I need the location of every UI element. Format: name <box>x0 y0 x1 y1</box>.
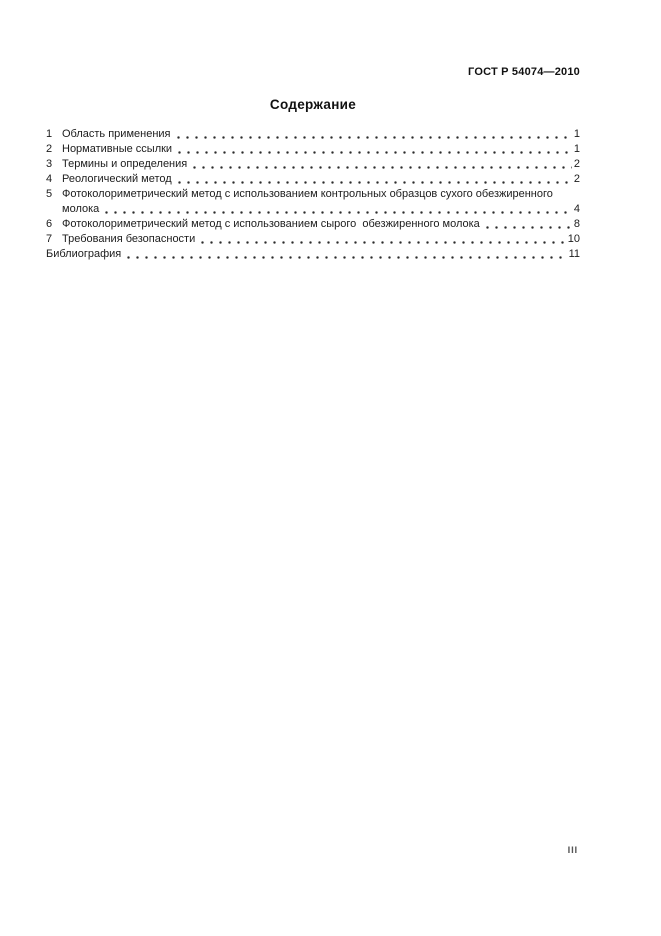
toc-entry-number: 7 <box>46 233 53 245</box>
toc-entry-label: Реологический метод <box>62 173 172 185</box>
toc-entry-continuation <box>46 202 580 217</box>
page-title: Содержание <box>269 97 357 112</box>
toc-entry-continuation-text: молока <box>62 203 100 215</box>
toc-entry-label: Нормативные ссылки <box>62 143 173 155</box>
toc-entry-page-number: 11 <box>568 248 580 260</box>
dot-leader <box>174 127 572 142</box>
toc-entry-number: 4 <box>46 173 53 185</box>
text-block <box>46 66 580 262</box>
dot-leader <box>175 142 572 157</box>
toc-entry <box>46 187 580 202</box>
document-standard-number: ГОСТ Р 54074—2010 <box>468 66 580 78</box>
toc-entry-page-number: 2 <box>573 173 580 185</box>
toc-entry-page-number: 1 <box>573 143 580 155</box>
toc-entry-number: 1 <box>46 128 53 140</box>
toc-list <box>46 127 580 262</box>
toc-entry-page-number: 1 <box>573 128 580 140</box>
toc-entry-label: Библиография <box>46 248 122 260</box>
page-number: III <box>567 845 578 856</box>
toc-entry <box>46 232 580 247</box>
dot-leader <box>124 247 566 262</box>
toc-entry-number: 3 <box>46 158 53 170</box>
toc-entry-page-number: 2 <box>573 158 580 170</box>
toc-entry <box>46 157 580 172</box>
toc-hanging-indent <box>46 202 62 217</box>
toc-entry <box>46 142 580 157</box>
dot-leader <box>483 217 572 232</box>
toc-entry-number: 6 <box>46 218 53 230</box>
toc-entry-label: Фотоколориметрический метод с использованием сырого обезжиренного молока <box>62 218 480 230</box>
dot-leader <box>102 202 572 217</box>
dot-leader <box>175 172 572 187</box>
toc-entry-label: Область применения <box>62 128 171 140</box>
toc-entry-number: 2 <box>46 143 53 155</box>
toc-entry-label: Требования безопасности <box>62 233 196 245</box>
toc-entry-page-number: 8 <box>573 218 580 230</box>
toc-entry-label: Фотоколориметрический метод с использованием контрольных образцов сухого обезжиренного <box>62 188 553 200</box>
toc-entry <box>46 247 580 262</box>
dot-leader <box>198 232 566 247</box>
dot-leader <box>190 157 572 172</box>
toc-entry-page-number: 10 <box>567 233 580 245</box>
toc-entry <box>46 127 580 142</box>
toc-entry-label: Термины и определения <box>62 158 188 170</box>
toc-entry-number: 5 <box>46 188 53 200</box>
toc-entry-page-number: 4 <box>573 203 580 215</box>
toc-entry <box>46 172 580 187</box>
toc-entry <box>46 217 580 232</box>
